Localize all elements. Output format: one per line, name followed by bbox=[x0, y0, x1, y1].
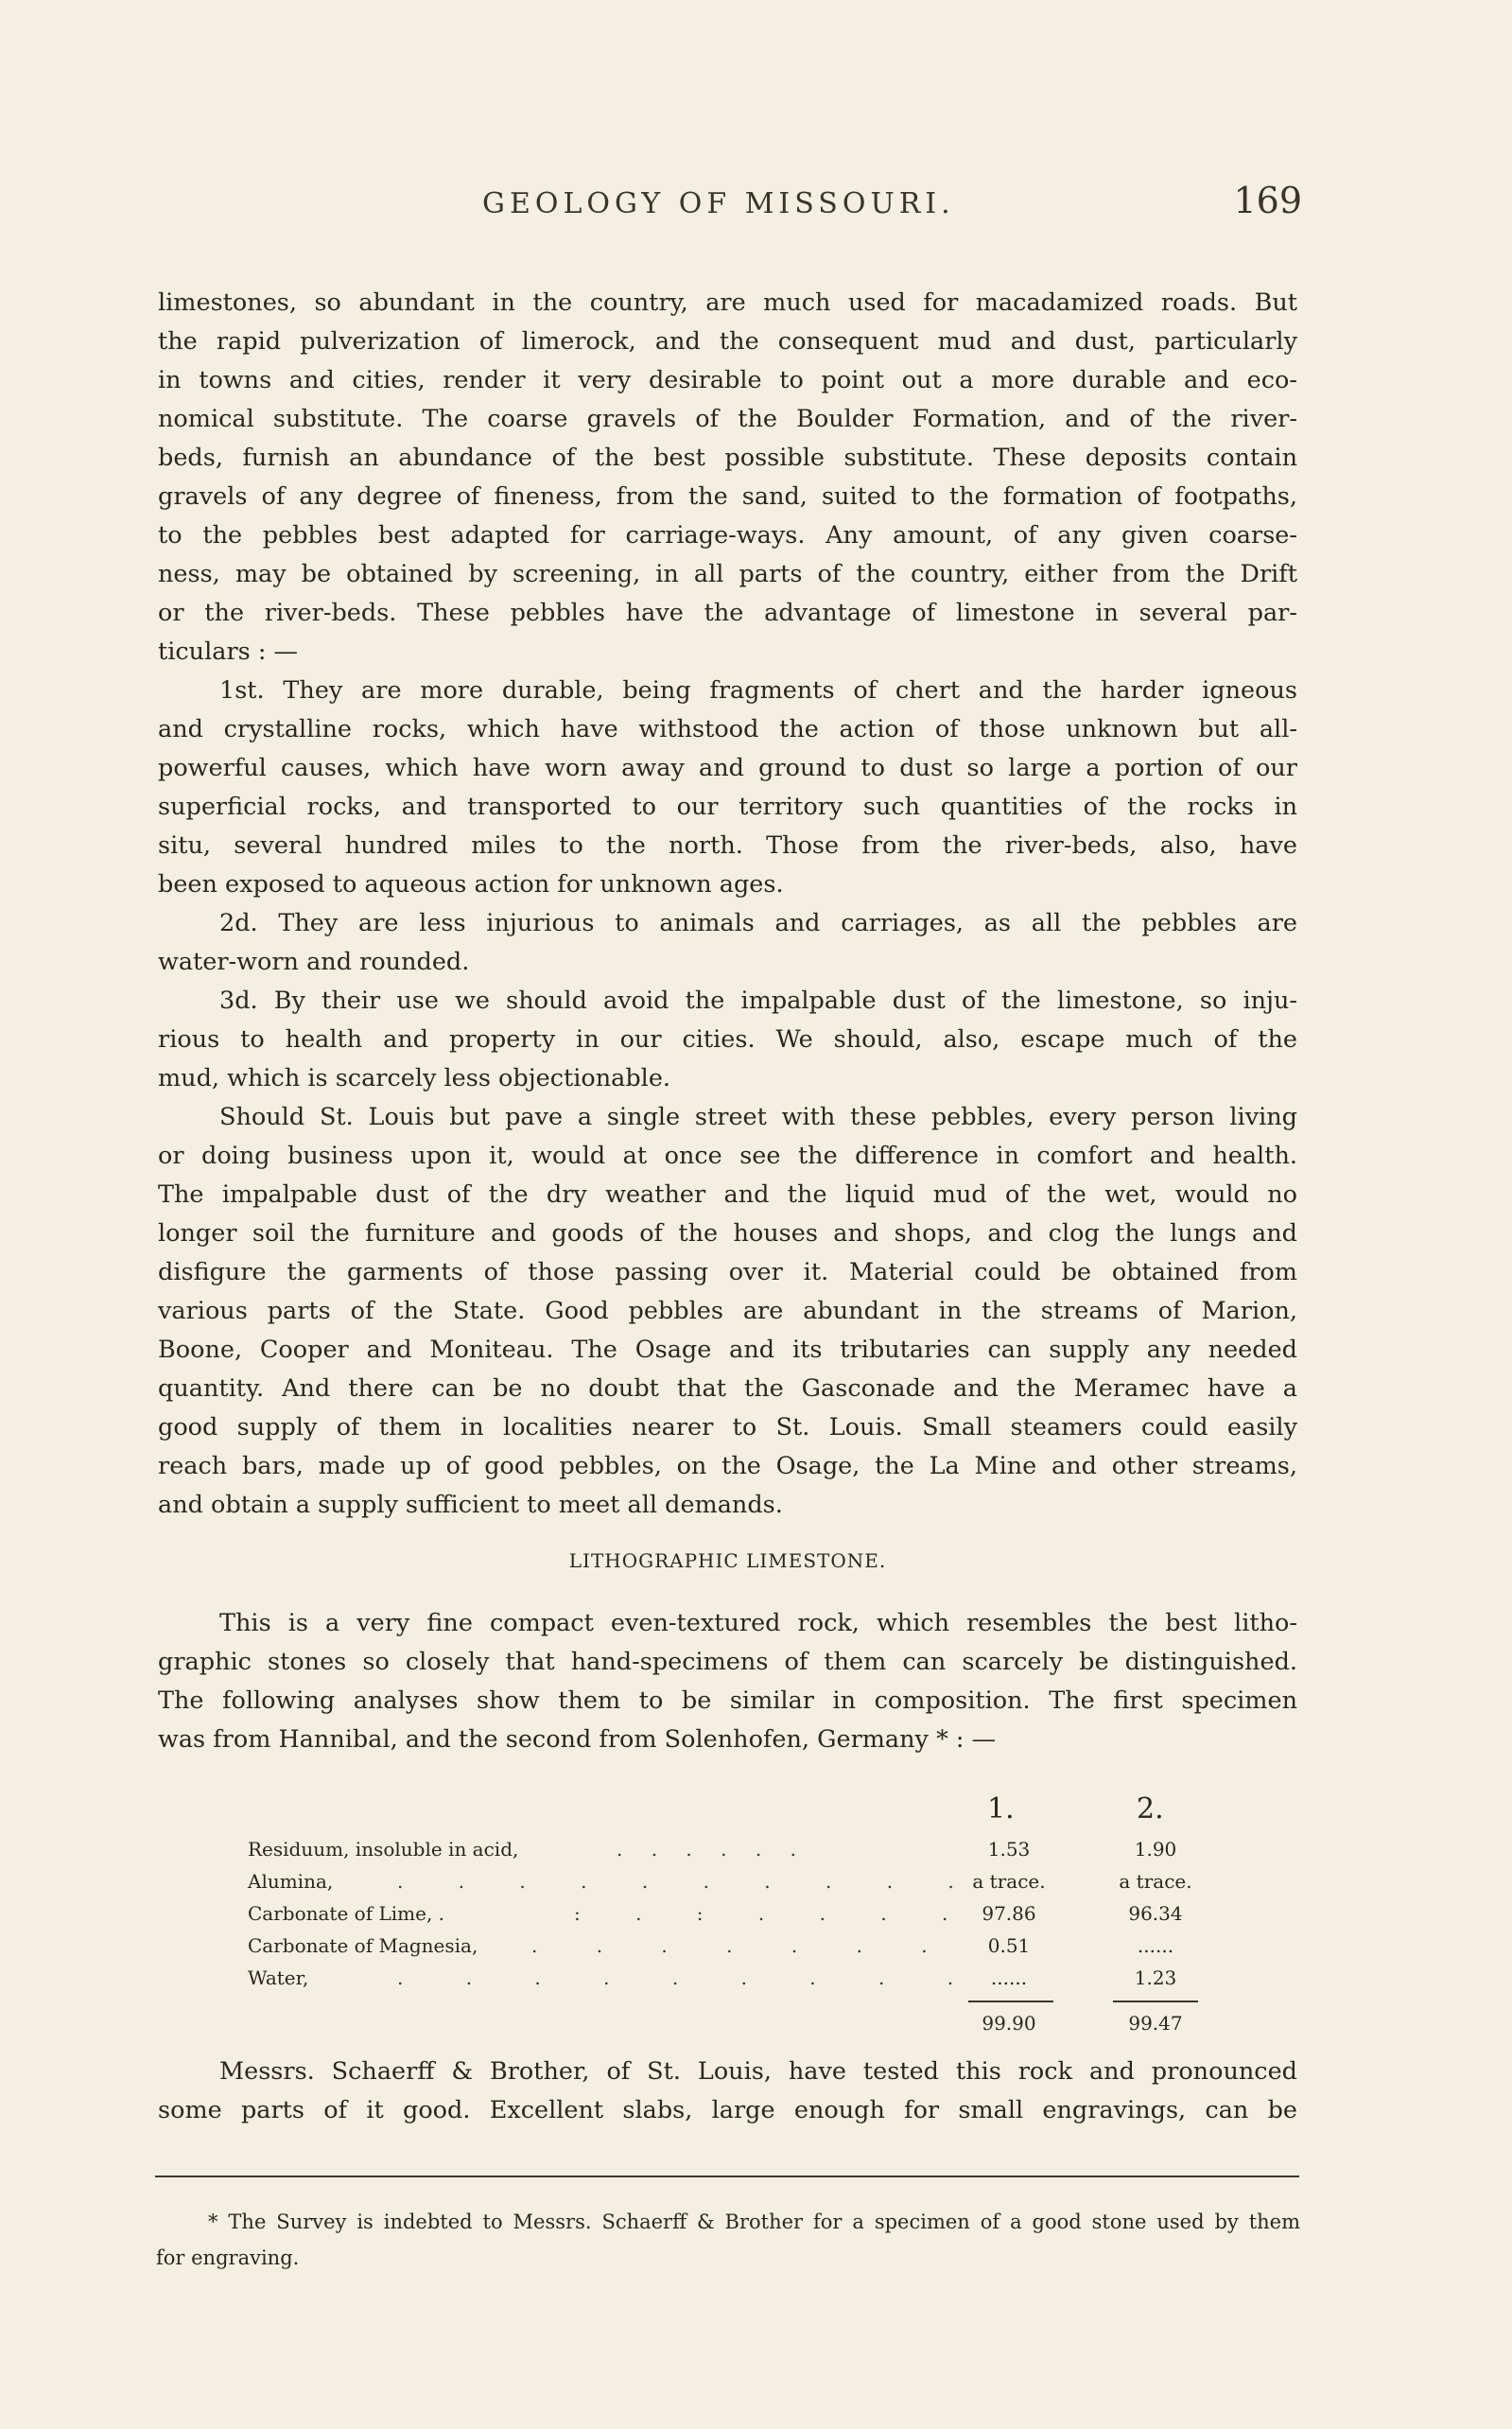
column-header-2: 2. bbox=[1137, 1792, 1164, 1826]
text-line: and crystalline rocks, which have withstood the action of those unknown but all- bbox=[158, 715, 1297, 743]
text-line: quantity. And there can be no doubt that the Gasconade and the Meramec have a bbox=[158, 1374, 1297, 1403]
text-line: The following analyses show them to be similar in composition. The first specimen bbox=[158, 1686, 1297, 1715]
leader-dots: : . : . . . . bbox=[574, 1902, 973, 1925]
column-header-1: 1. bbox=[987, 1792, 1015, 1826]
text-line: mud, which is scarcely less objectionable. bbox=[158, 1064, 671, 1092]
text-line: ness, may be obtained by screening, in all parts of the country, either from the Drift bbox=[158, 560, 1297, 588]
text-line: disfigure the garments of those passing over it. Material could be obtained from bbox=[158, 1258, 1297, 1286]
text-line: water-worn and rounded. bbox=[158, 948, 470, 976]
text-line: The impalpable dust of the dry weather and the liquid mud of the wet, would no bbox=[158, 1180, 1297, 1209]
text-line: or doing business upon it, would at once see the difference in comfort and health. bbox=[158, 1142, 1297, 1170]
text-line: was from Hannibal, and the second from Solenhofen, Germany * : — bbox=[158, 1725, 997, 1754]
text-line: in towns and cities, render it very desirable to point out a more durable and eco- bbox=[158, 366, 1297, 394]
text-line: Boone, Cooper and Moniteau. The Osage and its tributaries can supply any needed bbox=[158, 1336, 1297, 1364]
leader-dots: . . . . . . . bbox=[531, 1934, 954, 1957]
text-line: 3d. By their use we should avoid the impalpable dust of the limestone, so inju- bbox=[219, 987, 1297, 1015]
text-line: been exposed to aqueous action for unknown ages. bbox=[158, 870, 784, 899]
text-line: situ, several hundred miles to the north. Those from the river-beds, also, have bbox=[158, 831, 1297, 860]
footnote-line: for engraving. bbox=[156, 2246, 300, 2269]
text-line: Messrs. Schaerff & Brother, of St. Louis, have tested this rock and pronounced bbox=[219, 2057, 1297, 2086]
text-line: various parts of the State. Good pebbles are abundant in the streams of Marion, bbox=[158, 1297, 1297, 1325]
text-line: longer soil the furniture and goods of the houses and shops, and clog the lungs and bbox=[158, 1219, 1297, 1248]
text-line: some parts of it good. Excellent slabs, large enough for small engravings, can be bbox=[158, 2096, 1297, 2124]
page-number: 169 bbox=[1233, 180, 1302, 221]
value-col-1: 97.86 bbox=[982, 1902, 1036, 1925]
row-label: Water, bbox=[248, 1966, 309, 1989]
leader-dots: . . . . . . bbox=[617, 1838, 808, 1861]
sum-rule-1 bbox=[968, 2001, 1053, 2002]
body-text-continued bbox=[158, 2053, 1297, 2130]
text-line: Should St. Louis but pave a single street with these pebbles, every person living bbox=[219, 1103, 1297, 1131]
analysis-table bbox=[248, 1792, 1231, 2038]
value-col-1: 1.53 bbox=[987, 1838, 1031, 1861]
row-label: Carbonate of Lime, . bbox=[248, 1902, 445, 1925]
value-col-2: 1.90 bbox=[1134, 1838, 1177, 1861]
text-line: 1st. They are more durable, being fragments of chert and the harder igneous bbox=[219, 676, 1297, 705]
footnote-rule bbox=[155, 2176, 1299, 2177]
text-line: to the pebbles best adapted for carriage-ways. Any amount, of any given coarse- bbox=[158, 521, 1297, 550]
row-label: Carbonate of Magnesia, bbox=[248, 1934, 478, 1957]
totals-row bbox=[248, 2012, 1231, 2040]
table-row bbox=[248, 1934, 1231, 1963]
value-col-1: 0.51 bbox=[987, 1934, 1031, 1957]
table-row bbox=[248, 1838, 1231, 1866]
text-line: the rapid pulverization of limerock, and the consequent mud and dust, particularly bbox=[158, 327, 1297, 356]
table-row bbox=[248, 1966, 1231, 1995]
section-heading: LITHOGRAPHIC LIMESTONE. bbox=[568, 1549, 887, 1572]
value-col-1: a trace. bbox=[972, 1870, 1046, 1893]
running-title: GEOLOGY OF MISSOURI. bbox=[482, 187, 955, 220]
table-row bbox=[248, 1902, 1231, 1931]
running-head bbox=[156, 180, 1302, 236]
text-line: 2d. They are less injurious to animals and carriages, as all the pebbles are bbox=[219, 909, 1297, 937]
body-text bbox=[158, 284, 1297, 1759]
text-line: beds, furnish an abundance of the best possible substitute. These deposits contain bbox=[158, 444, 1297, 472]
row-label: Alumina, bbox=[248, 1870, 334, 1893]
total-col-1: 99.90 bbox=[982, 2012, 1036, 2035]
table-row bbox=[248, 1870, 1231, 1898]
text-line: reach bars, made up of good pebbles, on the Osage, the La Mine and other streams, bbox=[158, 1452, 1297, 1480]
row-label: Residuum, insoluble in acid, bbox=[248, 1838, 519, 1861]
text-line: or the river-beds. These pebbles have the advantage of limestone in several par- bbox=[158, 599, 1297, 627]
text-line: powerful causes, which have worn away and ground to dust so large a portion of our bbox=[158, 754, 1297, 782]
value-col-2: 1.23 bbox=[1134, 1966, 1177, 1989]
text-line: gravels of any degree of fineness, from the sand, suited to the formation of footpaths, bbox=[158, 482, 1297, 511]
leader-dots: . . . . . . . . . bbox=[397, 1966, 982, 1989]
text-line: and obtain a supply sufficient to meet all demands. bbox=[158, 1491, 783, 1519]
text-line: nomical substitute. The coarse gravels of the Boulder Formation, and of the river- bbox=[158, 405, 1297, 433]
text-line: superficial rocks, and transported to our territory such quantities of the rocks in bbox=[158, 793, 1297, 821]
footnote bbox=[156, 2204, 1300, 2276]
value-col-1: ...... bbox=[990, 1966, 1028, 1989]
total-col-2: 99.47 bbox=[1128, 2012, 1183, 2035]
text-line: good supply of them in localities nearer to St. Louis. Small steamers could easily bbox=[158, 1413, 1297, 1442]
text-line: graphic stones so closely that hand-specimens of them can scarcely be distinguished. bbox=[158, 1648, 1297, 1676]
sum-rule-2 bbox=[1113, 2001, 1198, 2002]
value-col-2: 96.34 bbox=[1128, 1902, 1183, 1925]
value-col-2: ...... bbox=[1137, 1934, 1174, 1957]
text-line: limestones, so abundant in the country, are much used for macadamized roads. But bbox=[158, 288, 1297, 317]
leader-dots: . . . . . . . . . . bbox=[397, 1870, 979, 1893]
footnote-line: * The Survey is indebted to Messrs. Schaerff & Brother for a specimen of a good stone used by them bbox=[208, 2211, 1300, 2233]
text-line: ticulars : — bbox=[158, 638, 299, 666]
value-col-2: a trace. bbox=[1119, 1870, 1192, 1893]
text-line: This is a very fine compact even-textured rock, which resembles the best litho- bbox=[219, 1609, 1297, 1637]
text-line: rious to health and property in our cities. We should, also, escape much of the bbox=[158, 1025, 1297, 1054]
